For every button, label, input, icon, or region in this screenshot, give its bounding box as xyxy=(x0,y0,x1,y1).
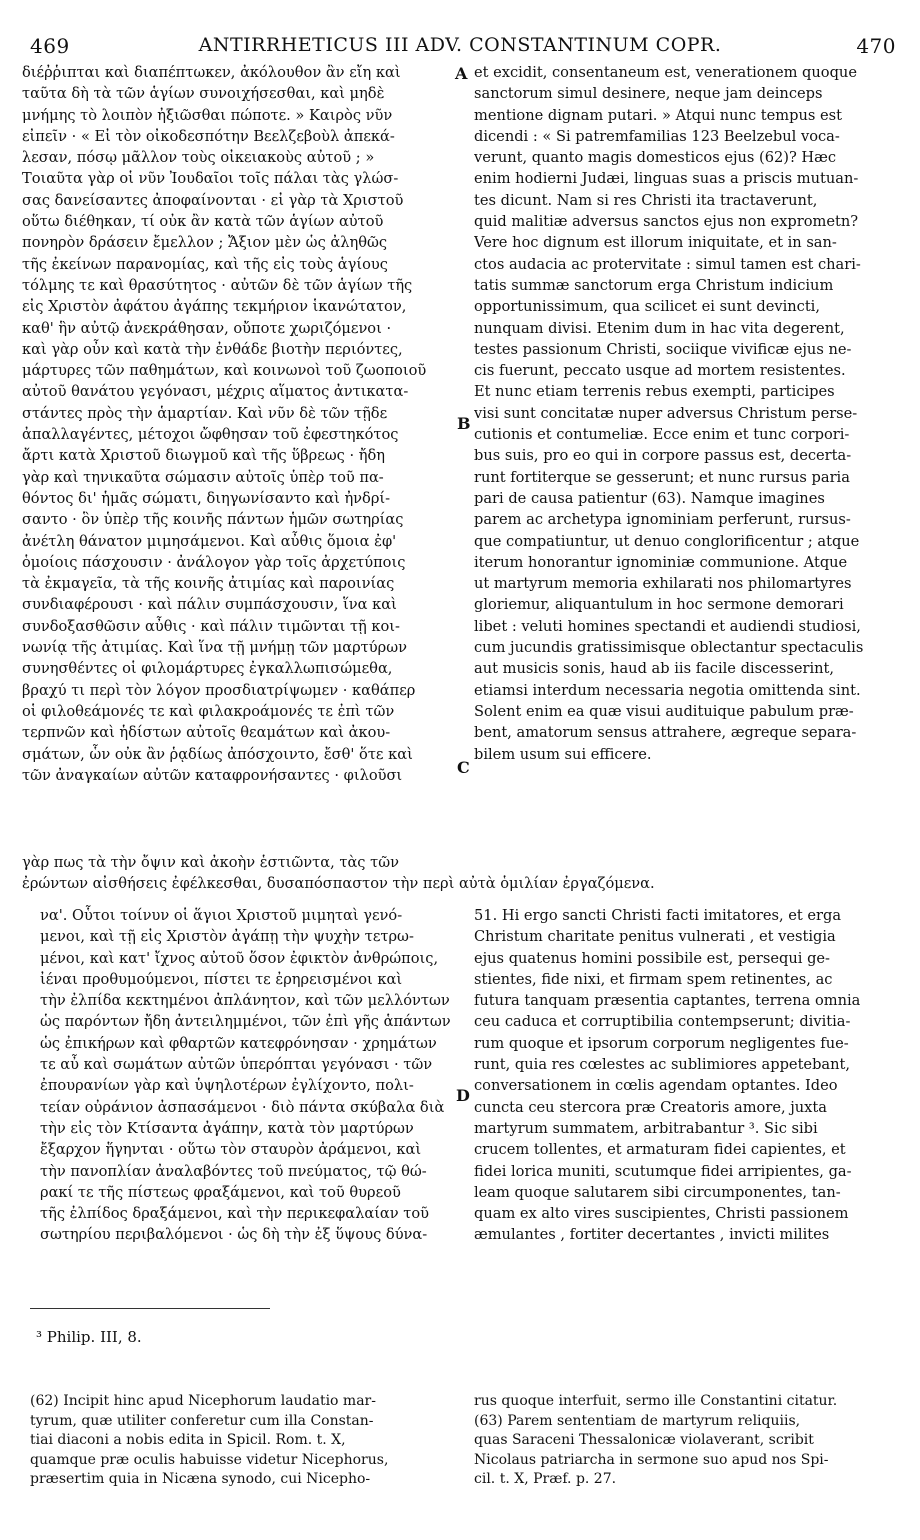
greek-column-section2: να'. Οὗτοι τοίνυν οἱ ἅγιοι Χριστοῦ μιμηταὶ γενό- μενοι, καὶ τῇ εἰς Χριστὸν ἀγάπῃ τὴν ψυχὴν τετρω- μένοι, καὶ κατ' ἴχνος αὐτοῦ ὅσον ἐφικτὸν ἀνθρώποις, ἰέναι προθυμούμενοι, πίστει τε ἐρηρεισμένοι καὶ τὴν ἐλπίδα κεκτημένοι ἀπλάνητον, καὶ τῶν μελλόντων ὡς παρόντων ἤδη ἀντειλημμένοι, τῶν ἐπὶ γῆς ἁπάντων ὡς ἐπικήρων καὶ φθαρτῶν κατεφρόνησαν · χρημάτων τε αὖ καὶ σωμάτων αὐτῶν ὑπερόπται γεγόνασι · τῶν ἐπουρανίων γὰρ καὶ ὑψηλοτέρων ἐγλίχοντο, πολι- τείαν οὐράνιον ἀσπασάμενοι · διὸ πάντα σκύβαλα διὰ τὴν εἰς τὸν Κτίσαντα ἀγάπην, κατὰ τὸν μαρτύρων ἔξαρχον ἥγηνται · οὕτω τὸν σταυρὸν ἀράμενοι, καὶ τὴν πανοπλίαν ἀναλαβόντες τοῦ πνεύματος, τῷ θώ- ρακί τε τῆς πίστεως φραξάμενοι, καὶ τοῦ θυρεοῦ τῆς ἐλπίδος δραξάμενοι, καὶ τὴν περικεφαλαίαν τοῦ σωτηρίου περιβαλόμενοι · ὡς δὴ τὴν ἐξ ὕψους δύνα- xyxy=(40,907,451,1244)
margin-marker-c: C xyxy=(457,758,470,777)
latin-column-section1: et excidit, consentaneum est, venerationem quoque sanctorum simul desinere, neque jam deinceps mentione dignam putari. » Atqui nunc tempus est dicendi : « Si patremfamilias 123 Beelzebul voca- verunt, quanto magis domesticos ejus (62)? Hæc enim hodierni Judæi, linguas suas a priscis mutuan- tes dicunt. Nam si res Christi ita tractaverunt, quid malitiæ adversus sanctos ejus non exprometn? Vere hoc dignum est illorum iniquitate, et in san- ctos audacia ac protervitate : simul tamen est chari- tatis summæ sanctorum erga Christum indicium opportunissimum, qua scilicet ei sunt devincti, nunquam divisi. Etenim dum in hac vita degerent, testes passionum Christi, sociique vivificæ ejus ne- cis fuerunt, peccato usque ad mortem resistentes. Et nunc etiam terrenis rebus exempti, participes visi sunt concitatæ nuper adversus Christum perse- cutionis et contumeliæ. Ecce enim et tunc corpori- bus suis, pro eo qui in corpore passus est, decerta- runt fortiterque se gesserunt; et nunc rursus paria pari de causa patientur (63). Namque imagines parem ac archetypa ignominiam perferunt, rursus- que compatiuntur, ut denuo conglorificentur ; atque iterum honorantur ignominiæ communione. Atque ut martyrum memoria exhilarati nos philomartyres gloriemur, aliquantulum in hoc sermone demorari libet : veluti homines spectandi et audiendi studiosi, cum jucundis gratissimisque oblectantur spectaculis aut musicis sonis, haud ab iis facile discesserint, etiamsi interdum necessaria negotia omittenda sint. Solent enim ea quæ visui audituique pabulum præ- bent, amatorum sensus attrahere, ægreque separa- bilem usum sui efficere. xyxy=(474,64,864,763)
latin-column-section2: 51. Hi ergo sancti Christi facti imitatores, et erga Christum charitate penitus vulnerati , et vestigia ejus quatenus homini possibile est, persequi ge- stientes, fide nixi, et firmam spem retinentes, ac futura tanquam præsentia captantes, terrena omnia ceu caduca et corruptibilia contempserunt; divitia- rum quoque et ipsorum corporum negligentes fue- runt, quia res cœlestes ac sublimiores appetebant, conversationem in cœlis agendam optantes. Ideo cuncta ceu stercora præ Creatoris amore, juxta martyrum summatem, arbitrabantur ³. Sic sibi crucem tollentes, et armaturam fidei capientes, et fidei lorica muniti, scutumque fidei arripientes, ga- leam quoque salutarem sibi circumponentes, tan- quam ex alto vires suscipientes, Christi passionem æmulantes , fortiter decertantes , invicti milites xyxy=(474,907,861,1244)
footnotes-left-column: (62) Incipit hinc apud Nicephorum laudatio mar- tyrum, quæ utiliter conferetur cum illa Constan- tiai diaconi a nobis edita in Spicil. Rom. t. X, quamque præ oculis habuisse videtur Nicephorus, præsertim quia in Nicæna synodo, cui Nicepho- xyxy=(30,1393,389,1488)
margin-marker-d: D xyxy=(456,1086,470,1105)
margin-marker-b: B xyxy=(457,414,471,433)
greek-column-section1: διέῤῥιπται καὶ διαπέπτωκεν, ἀκόλουθον ἂν εἴη καὶ ταῦτα δὴ τὰ τῶν ἁγίων συνοιχήσεσθαι, καὶ μηδὲ μνήμης τὸ λοιπὸν ἠξιῶσθαι πώποτε. » Καιρὸς νῦν εἰπεῖν · « Εἰ τὸν οἰκοδεσπότην Βεελζεβοὺλ ἀπεκά- λεσαν, πόσῳ μᾶλλον τοὺς οἰκειακοὺς αὐτοῦ ; » Τοιαῦτα γὰρ οἱ νῦν Ἰουδαῖοι τοῖς πάλαι τὰς γλώσ- σας δανείσαντες ἀποφαίνονται · εἰ γὰρ τὰ Χριστοῦ οὕτω διέθηκαν, τί οὐκ ἂν κατὰ τῶν ἁγίων αὐτοῦ πονηρὸν δράσειν ἔμελλον ; Ἄξιον μὲν ὡς ἀληθῶς τῆς ἐκείνων παρανομίας, καὶ τῆς εἰς τοὺς ἁγίους τόλμης τε καὶ θρασύτητος · αὐτῶν δὲ τῶν ἁγίων τῆς εἰς Χριστὸν ἀφάτου ἀγάπης τεκμήριον ἱκανώτατον, καθ' ἣν αὐτῷ ἀνεκράθησαν, οὔποτε χωριζόμενοι · καὶ γὰρ οὖν καὶ κατὰ τὴν ἐνθάδε βιοτὴν περιόντες, μάρτυρες τῶν παθημάτων, καὶ κοινωνοὶ τοῦ ζωοποιοῦ αὐτοῦ θανάτου γεγόνασι, μέχρις αἵματος ἀντικατα- στάντες πρὸς τὴν ἁμαρτίαν. Καὶ νῦν δὲ τῶν τῇδε ἀπαλλαγέντες, μέτοχοι ὤφθησαν τοῦ ἐφεστηκότος ἄρτι κατὰ Χριστοῦ διωγμοῦ καὶ τῆς ὕβρεως · ἤδη γὰρ καὶ τηνικαῦτα σώμασιν αὐτοῖς ὑπὲρ τοῦ πα- θόντος δι' ἡμᾶς σώματι, διηγωνίσαντο καὶ ἠνδρί- σαντο · ὃν ὑπὲρ τῆς κοινῆς πάντων ἡμῶν σωτηρίας ἀνέτλη θάνατον μιμησάμενοι. Καὶ αὖθις ὅμοια ἐφ' ὁμοίοις πάσχουσιν · ἀνάλογον γὰρ τοῖς ἀρχετύποις τὰ ἐκμαγεῖα, τὰ τῆς κοινῆς ἀτιμίας καὶ παροινίας συνδιαφέρουσι · καὶ πάλιν συμπάσχουσιν, ἵνα καὶ συνδοξασθῶσιν αὖθις · καὶ πάλιν τιμῶνται τῇ κοι- νωνίᾳ τῆς ἀτιμίας. Καὶ ἵνα τῇ μνήμῃ τῶν μαρτύρων συνησθέντες οἱ φιλομάρτυρες ἐγκαλλωπισώμεθα, βραχύ τι περὶ τὸν λόγον προσδιατρίψωμεν · καθάπερ οἱ φιλοθεάμονές τε καὶ φιλακροάμονές τε ἐπὶ τῶν τερπνῶν καὶ ἡδίστων αὐτοῖς θεαμάτων καὶ ἀκου- σμάτων, ὧν οὐκ ἂν ῥᾳδίως ἀπόσχοιντο, ἔσθ' ὅτε καὶ τῶν ἀναγκαίων αὐτῶν καταφρονήσαντες · φιλοῦσι xyxy=(22,64,427,784)
margin-marker-a: A xyxy=(455,64,468,83)
footnote-scripture-ref: ³ Philip. III, 8. xyxy=(36,1328,142,1346)
left-page-number: 469 xyxy=(30,34,70,58)
footnote-divider xyxy=(30,1308,270,1309)
right-page-number: 470 xyxy=(856,34,896,58)
running-title: ANTIRRHETICUS III ADV. CONSTANTINUM COPR. xyxy=(198,34,722,56)
footnotes-right-column: rus quoque interfuit, sermo ille Constantini citatur. (63) Parem sententiam de martyrum reliquiis, quas Saraceni Thessalonicæ violaverant, scribit Nicolaus patriarcha in sermone suo apud nos Spi- cil. t. X, Præf. p. 27. xyxy=(474,1393,838,1488)
greek-bridge-text: γὰρ πως τὰ τὴν ὄψιν καὶ ἀκοὴν ἑστιῶντα, τὰς τῶν ἐρώντων αἰσθήσεις ἐφέλκεσθαι, δυσαπόσπαστον τὴν περὶ αὐτὰ ὁμιλίαν ἐργαζόμενα. xyxy=(22,854,655,893)
